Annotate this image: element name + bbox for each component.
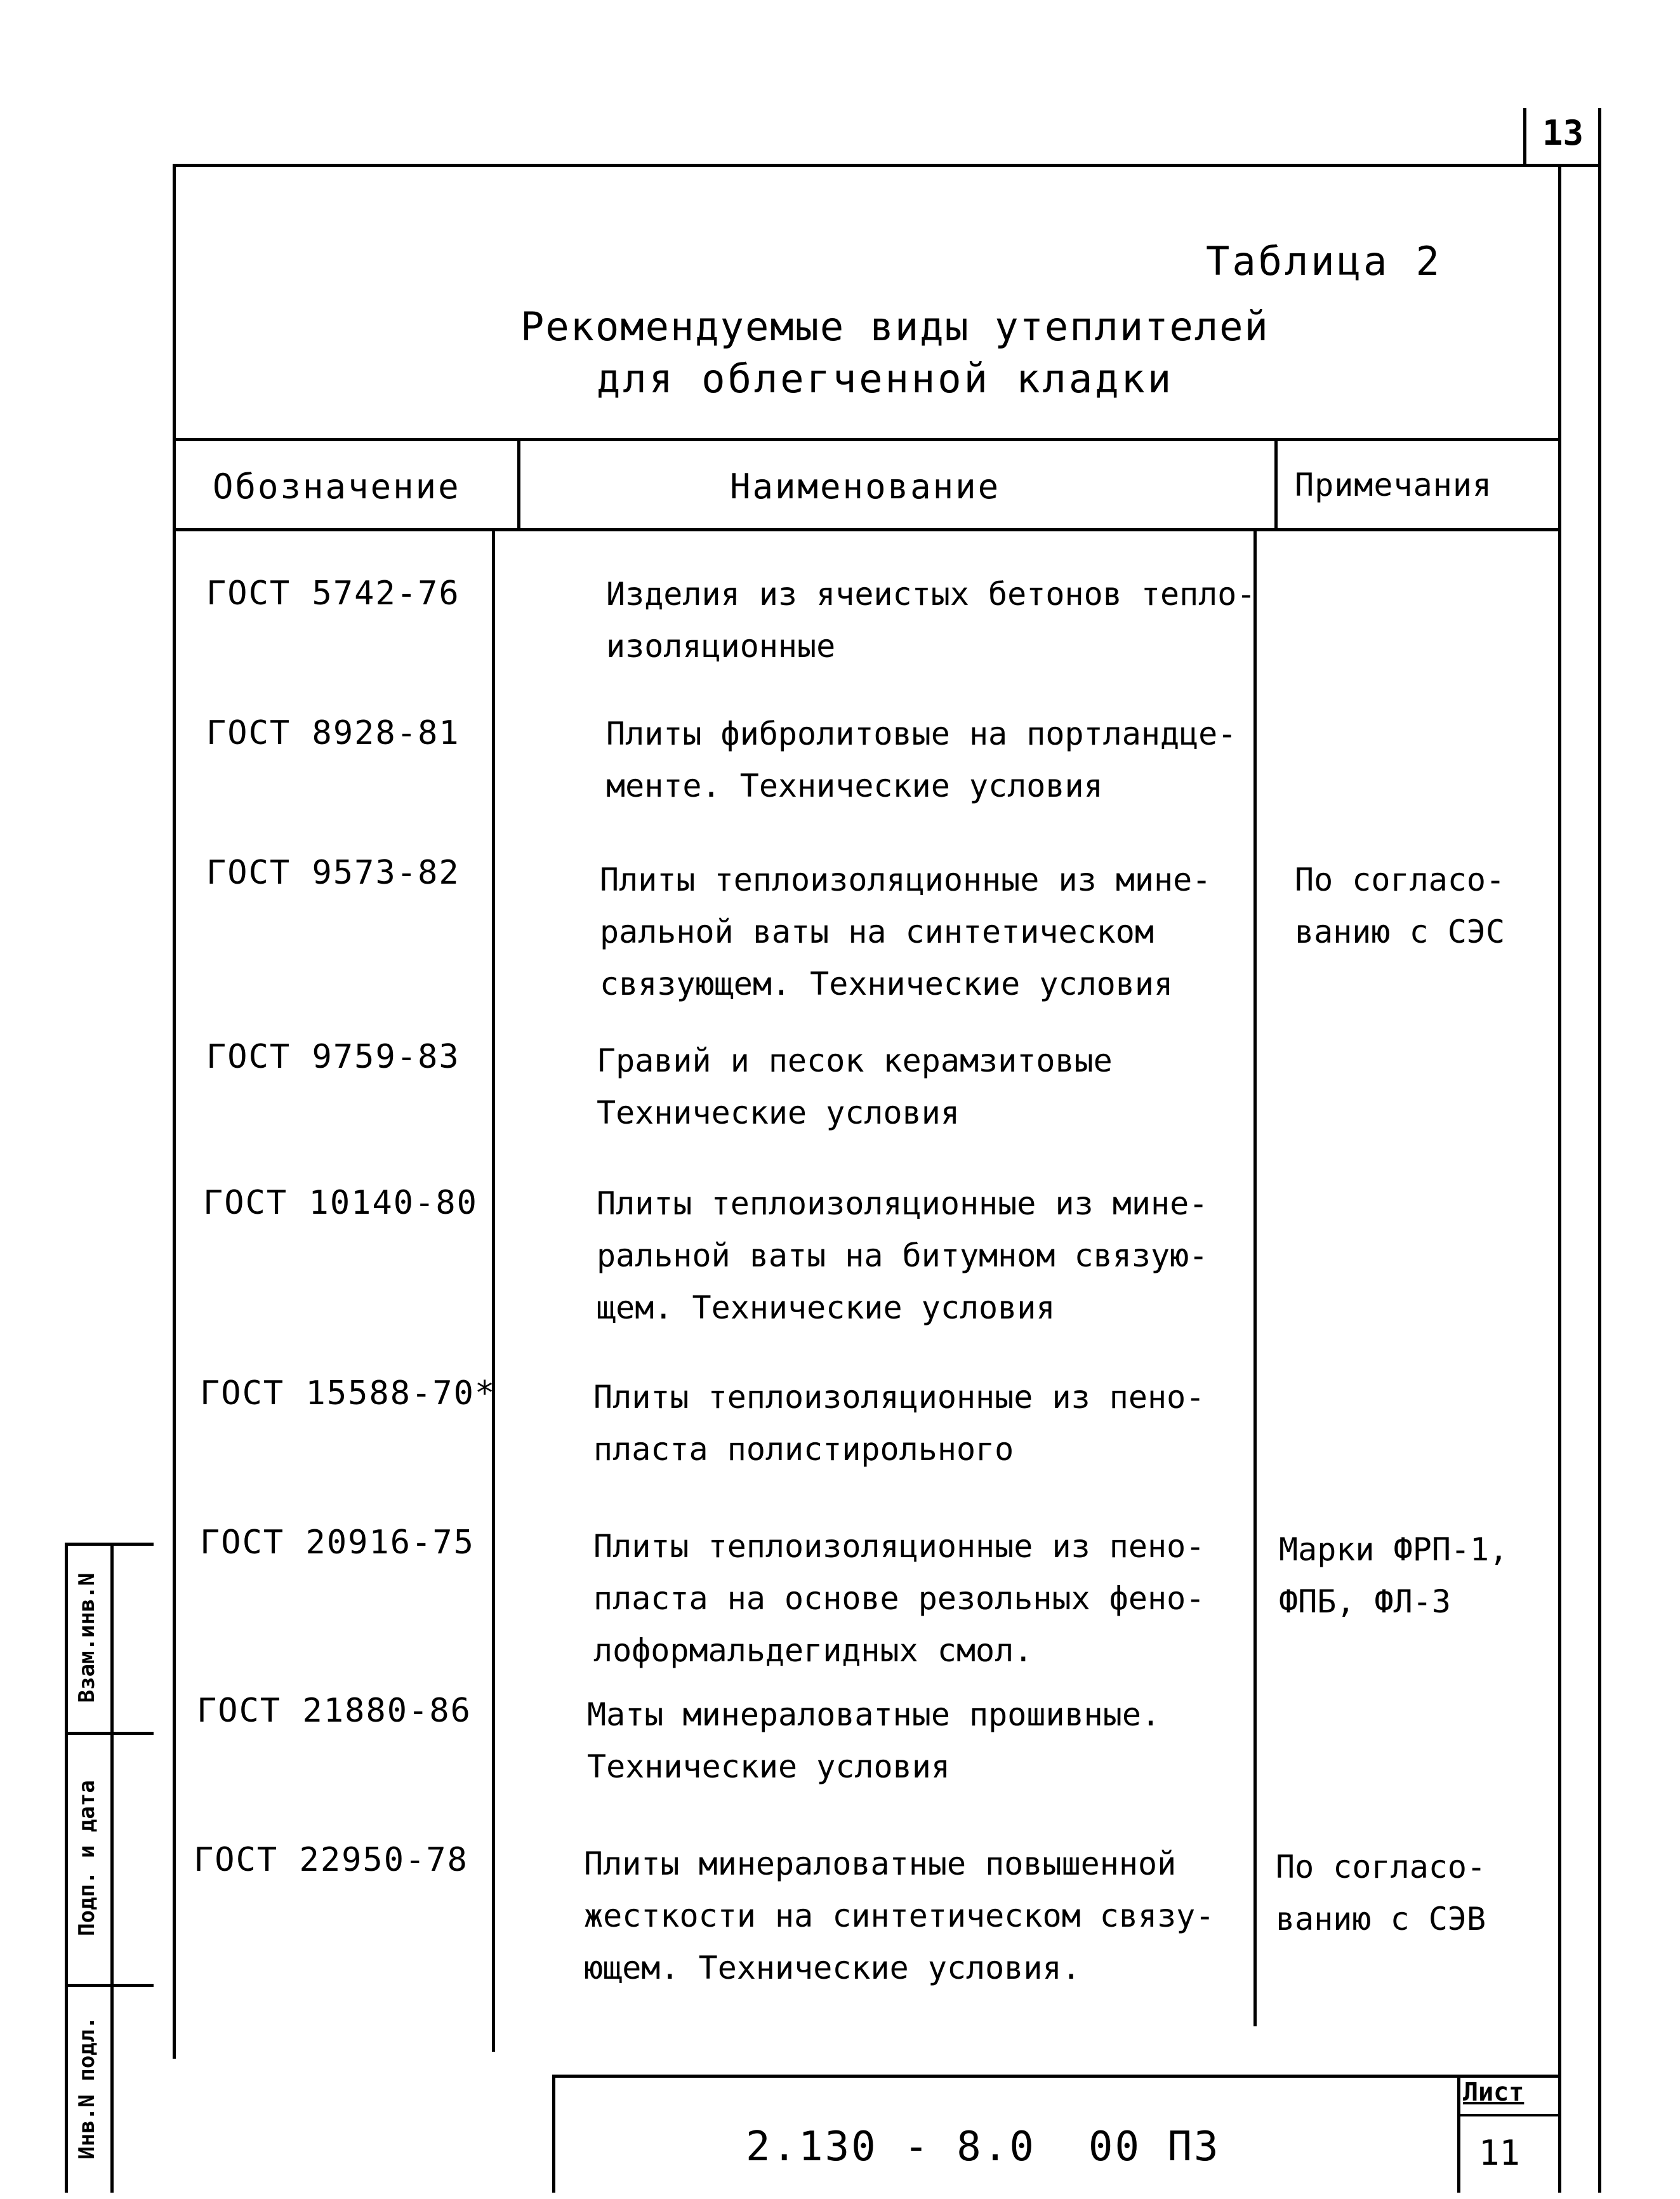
column-header-name: Наименование — [730, 467, 1001, 507]
table-row-note: По согласо- ванию с СЭВ — [1276, 1849, 1486, 1937]
table-row-name: Изделия из ячеистых бетонов тепло- изоляционные — [606, 576, 1256, 665]
document-code: 2.130 - 8.0 00 ПЗ — [746, 2123, 1220, 2170]
table-row-code: ГОСТ 9759-83 — [206, 1038, 460, 1076]
table-row-code: ГОСТ 20916-75 — [200, 1524, 475, 1562]
frame-right-border — [1558, 164, 1561, 2193]
table-row-name: Плиты теплоизоляционные из мине- ральной ваты на синтетическом связующем. Технические условия — [600, 861, 1212, 1002]
stamp-podp-data: Подп. и дата — [74, 1780, 100, 1936]
table-row-name: Плиты теплоизоляционные из мине- ральной ваты на битумном связую- щем. Технические условия — [597, 1185, 1208, 1326]
title-block-top-border — [552, 2075, 1560, 2078]
table-row-code: ГОСТ 10140-80 — [203, 1184, 478, 1222]
frame-left-border — [173, 164, 176, 2059]
table-row-note: По согласо- ванию с СЭС — [1295, 861, 1505, 950]
table-row-name: Плиты теплоизоляционные из пено- пласта полистирольного — [593, 1379, 1205, 1468]
header-bottom-border — [173, 528, 1559, 531]
table-row-name: Плиты фибролитовые на портландце- менте. Технические условия — [606, 715, 1237, 804]
column-header-notes: Примечания — [1295, 467, 1493, 503]
table-row-code: ГОСТ 5742-76 — [206, 575, 460, 613]
table-row-note: Марки ФРП-1, ФПБ, ФЛ-3 — [1279, 1531, 1509, 1620]
stamp-inv-podl: Инв.N подл. — [74, 2016, 100, 2160]
table-row-code: ГОСТ 21880-86 — [197, 1692, 472, 1730]
table-row-name: Гравий и песок керамзитовые Технические условия — [597, 1042, 1113, 1131]
sheet-number: 11 — [1479, 2133, 1521, 2173]
table-row-name: Маты минераловатные прошивные. Технические условия — [587, 1696, 1161, 1785]
table-row-code: ГОСТ 15588-70* — [200, 1374, 496, 1412]
column-divider-2 — [1253, 528, 1257, 2026]
side-stamp — [65, 1543, 154, 2193]
sheet-label: Лист — [1463, 2078, 1525, 2107]
table-row-code: ГОСТ 9573-82 — [206, 854, 460, 892]
header-top-border — [173, 438, 1559, 441]
table-label: Таблица 2 — [1206, 238, 1442, 284]
page-number: 13 — [1542, 113, 1584, 153]
table-row-name: Плиты теплоизоляционные из пено- пласта на основе резольных фено- лоформальдегидных смол. — [593, 1528, 1205, 1669]
stamp-vzam-inv: Взам.инв.N — [74, 1572, 100, 1703]
table-row-code: ГОСТ 22950-78 — [194, 1841, 468, 1879]
column-header-designation: Обозначение — [213, 467, 461, 507]
table-title-line1: Рекомендуемые виды утеплителей — [520, 303, 1269, 350]
table-row-code: ГОСТ 8928-81 — [206, 714, 460, 752]
column-divider-1 — [492, 528, 495, 2052]
table-row-name: Плиты минераловатные повышенной жесткости на синтетическом связу- ющем. Технические условия. — [584, 1845, 1215, 1986]
table-title-line2: для облегченной кладки — [597, 355, 1174, 402]
